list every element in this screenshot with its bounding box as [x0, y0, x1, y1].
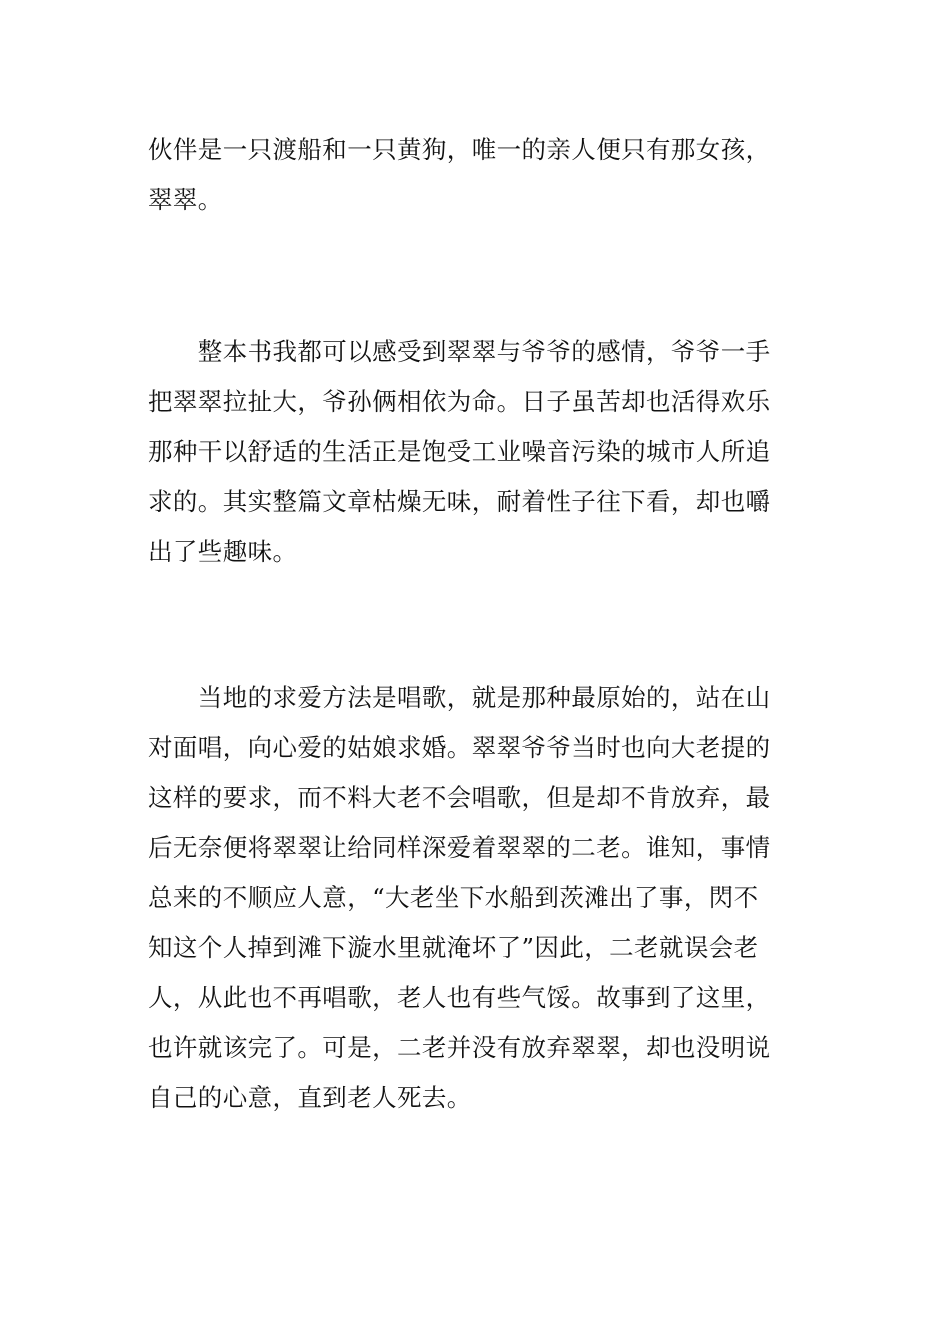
text-line: 那种干以舒适的生活正是饱受工业噪音污染的城市人所追	[148, 437, 771, 466]
text-line: 伙伴是一只渡船和一只黄狗，唯一的亲人便只有那女孩，	[148, 135, 771, 164]
text-line: 也许就该完了。可是，二老并没有放弃翠翠，却也没明说	[148, 1033, 771, 1062]
text-line: 出了些趣味。	[148, 537, 298, 566]
text-line: 翠翠。	[148, 185, 223, 214]
text-line: 人，从此也不再唱歌，老人也有些气馁。故事到了这里，	[148, 983, 771, 1012]
paragraph-1	[148, 125, 808, 225]
text-line: 总来的不顺应人意，“大老坐下水船到茨滩出了事，閃不	[148, 883, 759, 912]
paragraph-2	[148, 327, 808, 577]
paragraph-3	[148, 673, 808, 1123]
text-line: 对面唱，向心爱的姑娘求婚。翠翠爷爷当时也向大老提的	[148, 733, 771, 762]
text-line: 把翠翠拉扯大，爷孙俩相依为命。日子虽苦却也活得欢乐	[148, 387, 771, 416]
text-line: 整本书我都可以感受到翠翠与爷爷的感情，爷爷一手	[148, 337, 771, 366]
text-line: 这样的要求，而不料大老不会唱歌，但是却不肯放弃，最	[148, 783, 771, 812]
text-line: 自己的心意，直到老人死去。	[148, 1083, 472, 1112]
text-line: 当地的求爱方法是唱歌，就是那种最原始的，站在山	[148, 683, 771, 712]
text-line: 后无奈便将翠翠让给同样深爱着翠翠的二老。谁知，事情	[148, 833, 771, 862]
text-line: 知这个人掉到滩下漩水里就淹坏了”因此，二老就误会老	[148, 933, 759, 962]
text-line: 求的。其实整篇文章枯燥无味，耐着性子往下看，却也嚼	[148, 487, 771, 516]
